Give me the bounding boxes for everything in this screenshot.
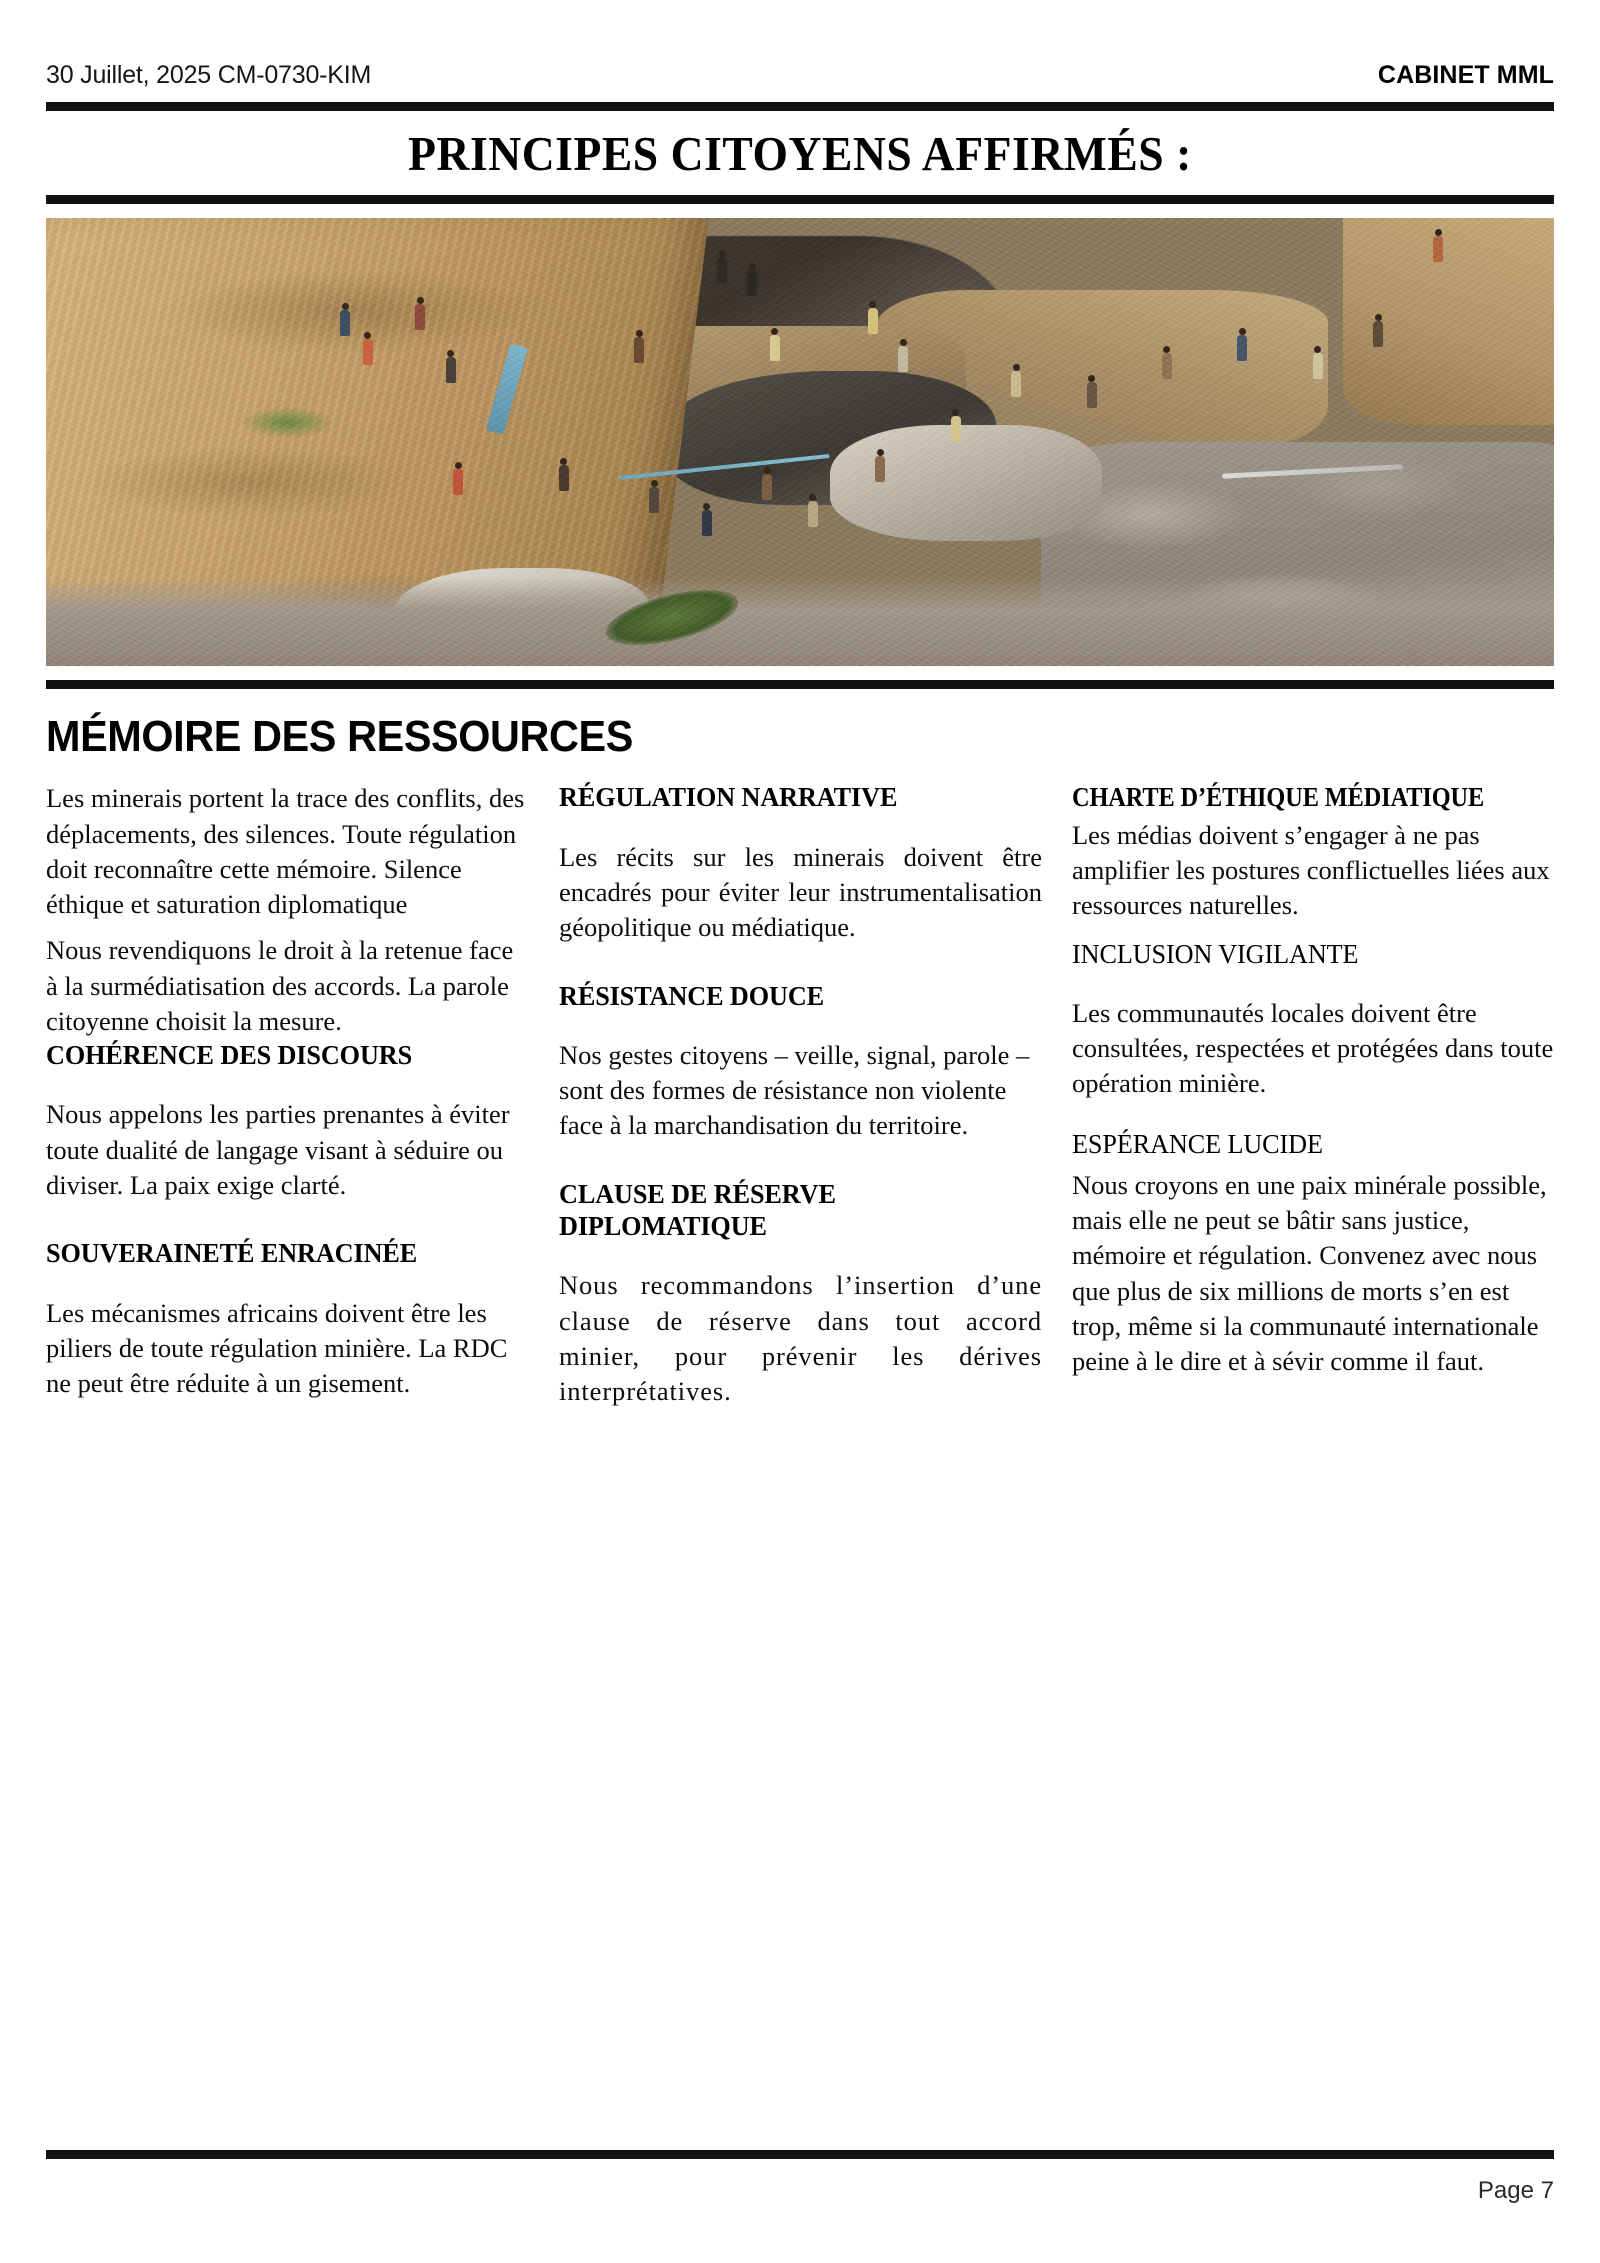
- spacer: [559, 1242, 1042, 1268]
- paragraph: Nous croyons en une paix minérale possible, mais elle ne peut se bâtir sans justice, mémoire et régulation. Convenez avec nous que plus de six millions de morts s’en est trop, même si la communauté internationale peine à le dire et à sévir comme il faut.: [1072, 1170, 1547, 1377]
- photo-worker-figure: [446, 357, 456, 383]
- photo-worker-figure: [770, 335, 780, 361]
- paragraph: Nous recommandons l’insertion d’une clause de réserve dans tout accord minier, pour prévenir les dérives interprétatives.: [559, 1270, 1042, 1407]
- photo-worker-figure: [702, 510, 712, 536]
- masthead-brand: CABINET MML: [1377, 61, 1554, 89]
- photo-worker-figure: [875, 456, 885, 482]
- photo-vegetation-bank: [242, 407, 332, 438]
- subheading: CHARTE D’ÉTHIQUE MÉDIATIQUE: [1072, 782, 1485, 813]
- paragraph: Les récits sur les minerais doivent être encadrés pour éviter leur instrumentalisation géopolitique ou médiatique.: [559, 841, 1042, 943]
- footer-rule: [46, 2150, 1554, 2159]
- spacer: [1072, 924, 1555, 938]
- masthead: [46, 0, 1554, 88]
- subheading: INCLUSION VIGILANTE: [1072, 938, 1359, 969]
- photo-worker-figure: [1373, 321, 1383, 347]
- paragraph: Nos gestes citoyens – veille, signal, parole – sont des formes de résistance non violente face à la marchandisation du territoire.: [559, 1039, 1030, 1141]
- photo-worker-figure: [363, 339, 373, 365]
- footer: [46, 2150, 1554, 2205]
- column-1: [46, 781, 529, 1409]
- photo-worker-figure: [1313, 353, 1323, 379]
- mining-pit-photo: [46, 218, 1554, 666]
- photo-worker-figure: [453, 469, 463, 495]
- rule-above-banner: [46, 102, 1554, 111]
- subheading: SOUVERAINETÉ ENRACINÉE: [46, 1238, 418, 1269]
- spacer: [1072, 1102, 1555, 1128]
- page-title: PRINCIPES CITOYENS AFFIRMÉS :: [408, 126, 1192, 181]
- photo-worker-figure: [808, 501, 818, 527]
- photo-worker-figure: [649, 487, 659, 513]
- photo-boulder-upper: [830, 425, 1101, 541]
- photo-worker-figure: [951, 416, 961, 442]
- subheading: COHÉRENCE DES DISCOURS: [46, 1040, 413, 1071]
- masthead-date-reference: 30 Juillet, 2025 CM-0730-KIM: [46, 61, 372, 89]
- spacer: [46, 1270, 529, 1296]
- spacer: [559, 946, 1042, 980]
- hero-image: [46, 218, 1554, 666]
- photo-worker-figure: [340, 310, 350, 336]
- page-number: Page 7: [1477, 2177, 1554, 2204]
- spacer: [46, 1203, 529, 1237]
- spacer: [1072, 970, 1555, 996]
- photo-worker-figure: [1433, 236, 1443, 262]
- photo-worker-figure: [415, 304, 425, 330]
- rule-below-banner: [46, 195, 1554, 204]
- photo-worker-figure: [634, 337, 644, 363]
- spacer: [559, 814, 1042, 840]
- photo-worker-figure: [898, 346, 908, 372]
- column-2: [559, 781, 1042, 1409]
- photo-worker-figure: [717, 257, 727, 283]
- subheading: CLAUSE DE RÉSERVE DIPLOMATIQUE: [559, 1178, 836, 1242]
- spacer: [559, 1144, 1042, 1178]
- photo-worker-figure: [1237, 335, 1247, 361]
- photo-worker-figure: [747, 270, 757, 296]
- paragraph: Les communautés locales doivent être consultées, respectées et protégées dans toute opération minière.: [1072, 997, 1554, 1099]
- subheading: ESPÉRANCE LUCIDE: [1072, 1128, 1323, 1159]
- photo-worker-figure: [1087, 382, 1097, 408]
- spacer: [46, 1071, 529, 1097]
- paragraph: Les minerais portent la trace des conflits, des déplacements, des silences. Toute régulation doit reconnaître cette mémoire. Silence éthique et saturation diplomatique: [46, 783, 525, 920]
- photo-foreground-gravel: [46, 577, 1554, 667]
- photo-worker-figure: [1162, 353, 1172, 379]
- photo-worker-figure: [1011, 371, 1021, 397]
- spacer: [559, 1012, 1042, 1038]
- section-heading: MÉMOIRE DES RESSOURCES: [46, 712, 633, 762]
- paragraph: Nous revendiquons le droit à la retenue face à la surmédiatisation des accords. La parole citoyenne choisit la mesure.: [46, 935, 514, 1036]
- photo-worker-figure: [762, 474, 772, 500]
- paragraph: Les mécanismes africains doivent être les piliers de toute régulation minière. La RDC ne peut être réduite à un gisement.: [46, 1297, 508, 1399]
- column-3: [1072, 781, 1555, 1409]
- article-columns: [46, 781, 1554, 1409]
- photo-worker-figure: [559, 465, 569, 491]
- paragraph: Nous appelons les parties prenantes à éviter toute dualité de langage visant à séduire ou diviser. La paix exige clarté.: [46, 1099, 510, 1200]
- photo-worker-figure: [868, 308, 878, 334]
- subheading: RÉSISTANCE DOUCE: [559, 980, 825, 1011]
- subheading: RÉGULATION NARRATIVE: [559, 782, 898, 813]
- rule-below-hero: [46, 680, 1554, 689]
- paragraph: Les médias doivent s’engager à ne pas amplifier les postures conflictuelles liées aux ressources naturelles.: [1072, 819, 1550, 921]
